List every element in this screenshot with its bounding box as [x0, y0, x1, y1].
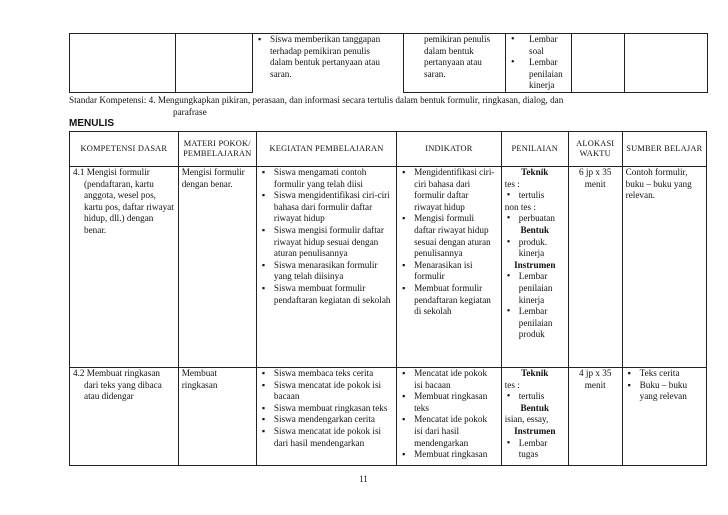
row2-teknik-label: Teknik	[521, 368, 549, 378]
header-row	[70, 132, 707, 167]
header-kd: KOMPETENSI DASAR	[70, 132, 179, 167]
header-alokasi: ALOKASI WAKTU	[568, 132, 622, 167]
row2-sumber	[622, 368, 706, 466]
row1-indikator-item: ▪ Menarasikan isi formulir	[414, 260, 498, 283]
prev-sumber-cell	[625, 34, 708, 93]
row2-indikator-item: ▪ Membuat ringkasan	[414, 449, 498, 461]
row2-bentuk-text: isian, essay,	[504, 414, 549, 425]
row2-kegiatan-item: ▪ Siswa mendengarkan cerita	[274, 414, 393, 426]
row1-alokasi: 6 jp x 35 menit	[568, 167, 622, 368]
row2-kegiatan-item: ▪ Siswa mencatat ide pokok isi dari hasil mendengarkan	[274, 426, 393, 449]
row1-instrumen-item: • Lembar penilaian kinerja	[519, 271, 565, 306]
prev-penilaian-item: • Lembar penilaian kinerja	[523, 57, 568, 92]
table-row	[70, 368, 707, 466]
row1-indikator	[397, 167, 502, 368]
row2-kegiatan-item: ▪ Siswa membuat ringkasan teks	[274, 403, 393, 415]
row1-indikator-item: ▪ Membuat formulir pendaftaran kegiatan di sekolah	[414, 283, 498, 318]
row1-teknik-nontes: non tes :	[504, 201, 536, 212]
row2-kd	[70, 368, 179, 466]
standard-line2: parafrase	[173, 107, 207, 117]
header-kegiatan: KEGIATAN PEMBELAJARAN	[256, 132, 396, 167]
row1-kegiatan-item: ▪ Siswa menarasikan formulir yang telah diisinya	[274, 260, 393, 283]
table-row	[70, 167, 707, 368]
prev-penilaian-item: • Lembar soal	[523, 34, 568, 57]
row1-teknik-item: • perbuatan	[519, 213, 565, 225]
row1-kegiatan-item: ▪ Siswa mengamati contoh formulir yang telah diisi	[274, 167, 393, 190]
header-sumber: SUMBER BELAJAR	[622, 132, 706, 167]
row1-instrumen-item: • Lembar penilaian produk	[519, 306, 565, 341]
row1-materi: Mengisi formulir dengan benar.	[178, 167, 256, 368]
row1-kegiatan-item: ▪ Siswa mengidentifikasi ciri-ciri bahasa dari formulir daftar riwayat hidup	[274, 190, 393, 225]
row2-kegiatan	[256, 368, 396, 466]
row2-indikator	[397, 368, 502, 466]
row2-teknik-item: • tertulis	[519, 391, 565, 403]
row2-indikator-item: ▪ Membuat ringkasan teks	[414, 391, 498, 414]
row1-indikator-item: ▪ Mengisi formuli daftar riwayat hidup sesuai dengan aturan penulisannya	[414, 213, 498, 259]
standard-text: 4. Mengungkapkan pikiran, perasaan, dan informasi secara tertulis dalam bentuk formulir, ringkasan, dialog, dan	[148, 95, 564, 105]
row2-sumber-item: ▪ Teks cerita	[640, 368, 703, 380]
row2-instrumen-label: Instrumen	[514, 425, 556, 436]
prev-kegiatan-cell	[253, 34, 404, 93]
row1-kd	[70, 167, 179, 368]
prev-kd-cell	[70, 34, 176, 93]
row2-kegiatan-item: ▪ Siswa membaca teks cerita	[274, 368, 393, 380]
row2-indikator-item: ▪ Mencatat ide pokok isi bacaan	[414, 368, 498, 391]
row1-kegiatan-item: ▪ Siswa membuat formulir pendaftaran kegiatan di sekolah	[274, 283, 393, 306]
prev-indikator-cell	[404, 34, 506, 93]
prev-materi-cell	[176, 34, 253, 93]
prev-kegiatan-item: ▪ Siswa memberikan tanggapan terhadap pemikiran penulis dalam bentuk pertanyaan atau saran.	[270, 34, 388, 80]
row1-bentuk-label: Bentuk	[520, 224, 550, 235]
standard-line1	[69, 95, 563, 107]
prev-alokasi-cell	[572, 34, 625, 93]
header-indikator: INDIKATOR	[397, 132, 502, 167]
row2-instrumen-item: • Lembar tugas	[519, 438, 565, 461]
page-number: 11	[359, 474, 368, 484]
row1-indikator-item: ▪ Mengidentifikasi ciri-ciri bahasa dari formulir daftar riwayat hidup	[414, 167, 498, 213]
row1-kegiatan	[256, 167, 396, 368]
standard-prefix: Standar Kompetensi:	[69, 95, 147, 105]
prev-table	[69, 33, 708, 93]
row2-bentuk-label: Bentuk	[520, 402, 550, 413]
row1-penilaian	[501, 167, 568, 368]
row2-materi: Membuat ringkasan	[178, 368, 256, 466]
row1-bentuk-item: • produk. kinerja	[519, 237, 565, 260]
row2-sumber-item: ▪ Buku – buku yang relevan	[640, 380, 703, 403]
row2-penilaian	[501, 368, 568, 466]
row1-teknik-item: • tertulis	[519, 190, 565, 202]
row1-teknik-tes: tes :	[504, 178, 520, 189]
row1-kegiatan-item: ▪ Siswa mengisi formulir daftar riwayat hidup sesuai dengan aturan penulisannya	[274, 225, 393, 260]
row2-teknik-tes: tes :	[504, 379, 520, 390]
row2-kegiatan-item: ▪ Siswa mencatat ide pokok isi bacaan	[274, 380, 393, 403]
header-penilaian: PENILAIAN	[501, 132, 568, 167]
prev-penilaian-cell	[506, 34, 572, 93]
row1-instrumen-label: Instrumen	[514, 259, 556, 270]
row1-sumber: Contoh formulir, buku – buku yang relevan.	[622, 167, 706, 368]
row2-kd-text: 4.2 Membuat ringkasan dari teks yang dibaca atau didengar	[73, 368, 162, 402]
row2-indikator-item: ▪ Mencatat ide pokok isi dari hasil mendengarkan	[414, 414, 498, 449]
row2-alokasi: 4 jp x 35 menit	[568, 368, 622, 466]
row1-kd-text: 4.1 Mengisi formulir (pendaftaran, kartu anggota, wesel pos, kartu pos, daftar riwayat hidup, dll.) dengan benar.	[73, 167, 174, 235]
prev-indikator-text: pemikiran penulis dalam bentuk pertanyaan atau saran.	[424, 34, 491, 79]
row1-teknik-label: Teknik	[521, 167, 549, 177]
header-materi: MATERI POKOK/ PEMBELAJARAN	[178, 132, 256, 167]
syllabus-table	[69, 131, 707, 466]
section-title: MENULIS	[69, 118, 114, 129]
